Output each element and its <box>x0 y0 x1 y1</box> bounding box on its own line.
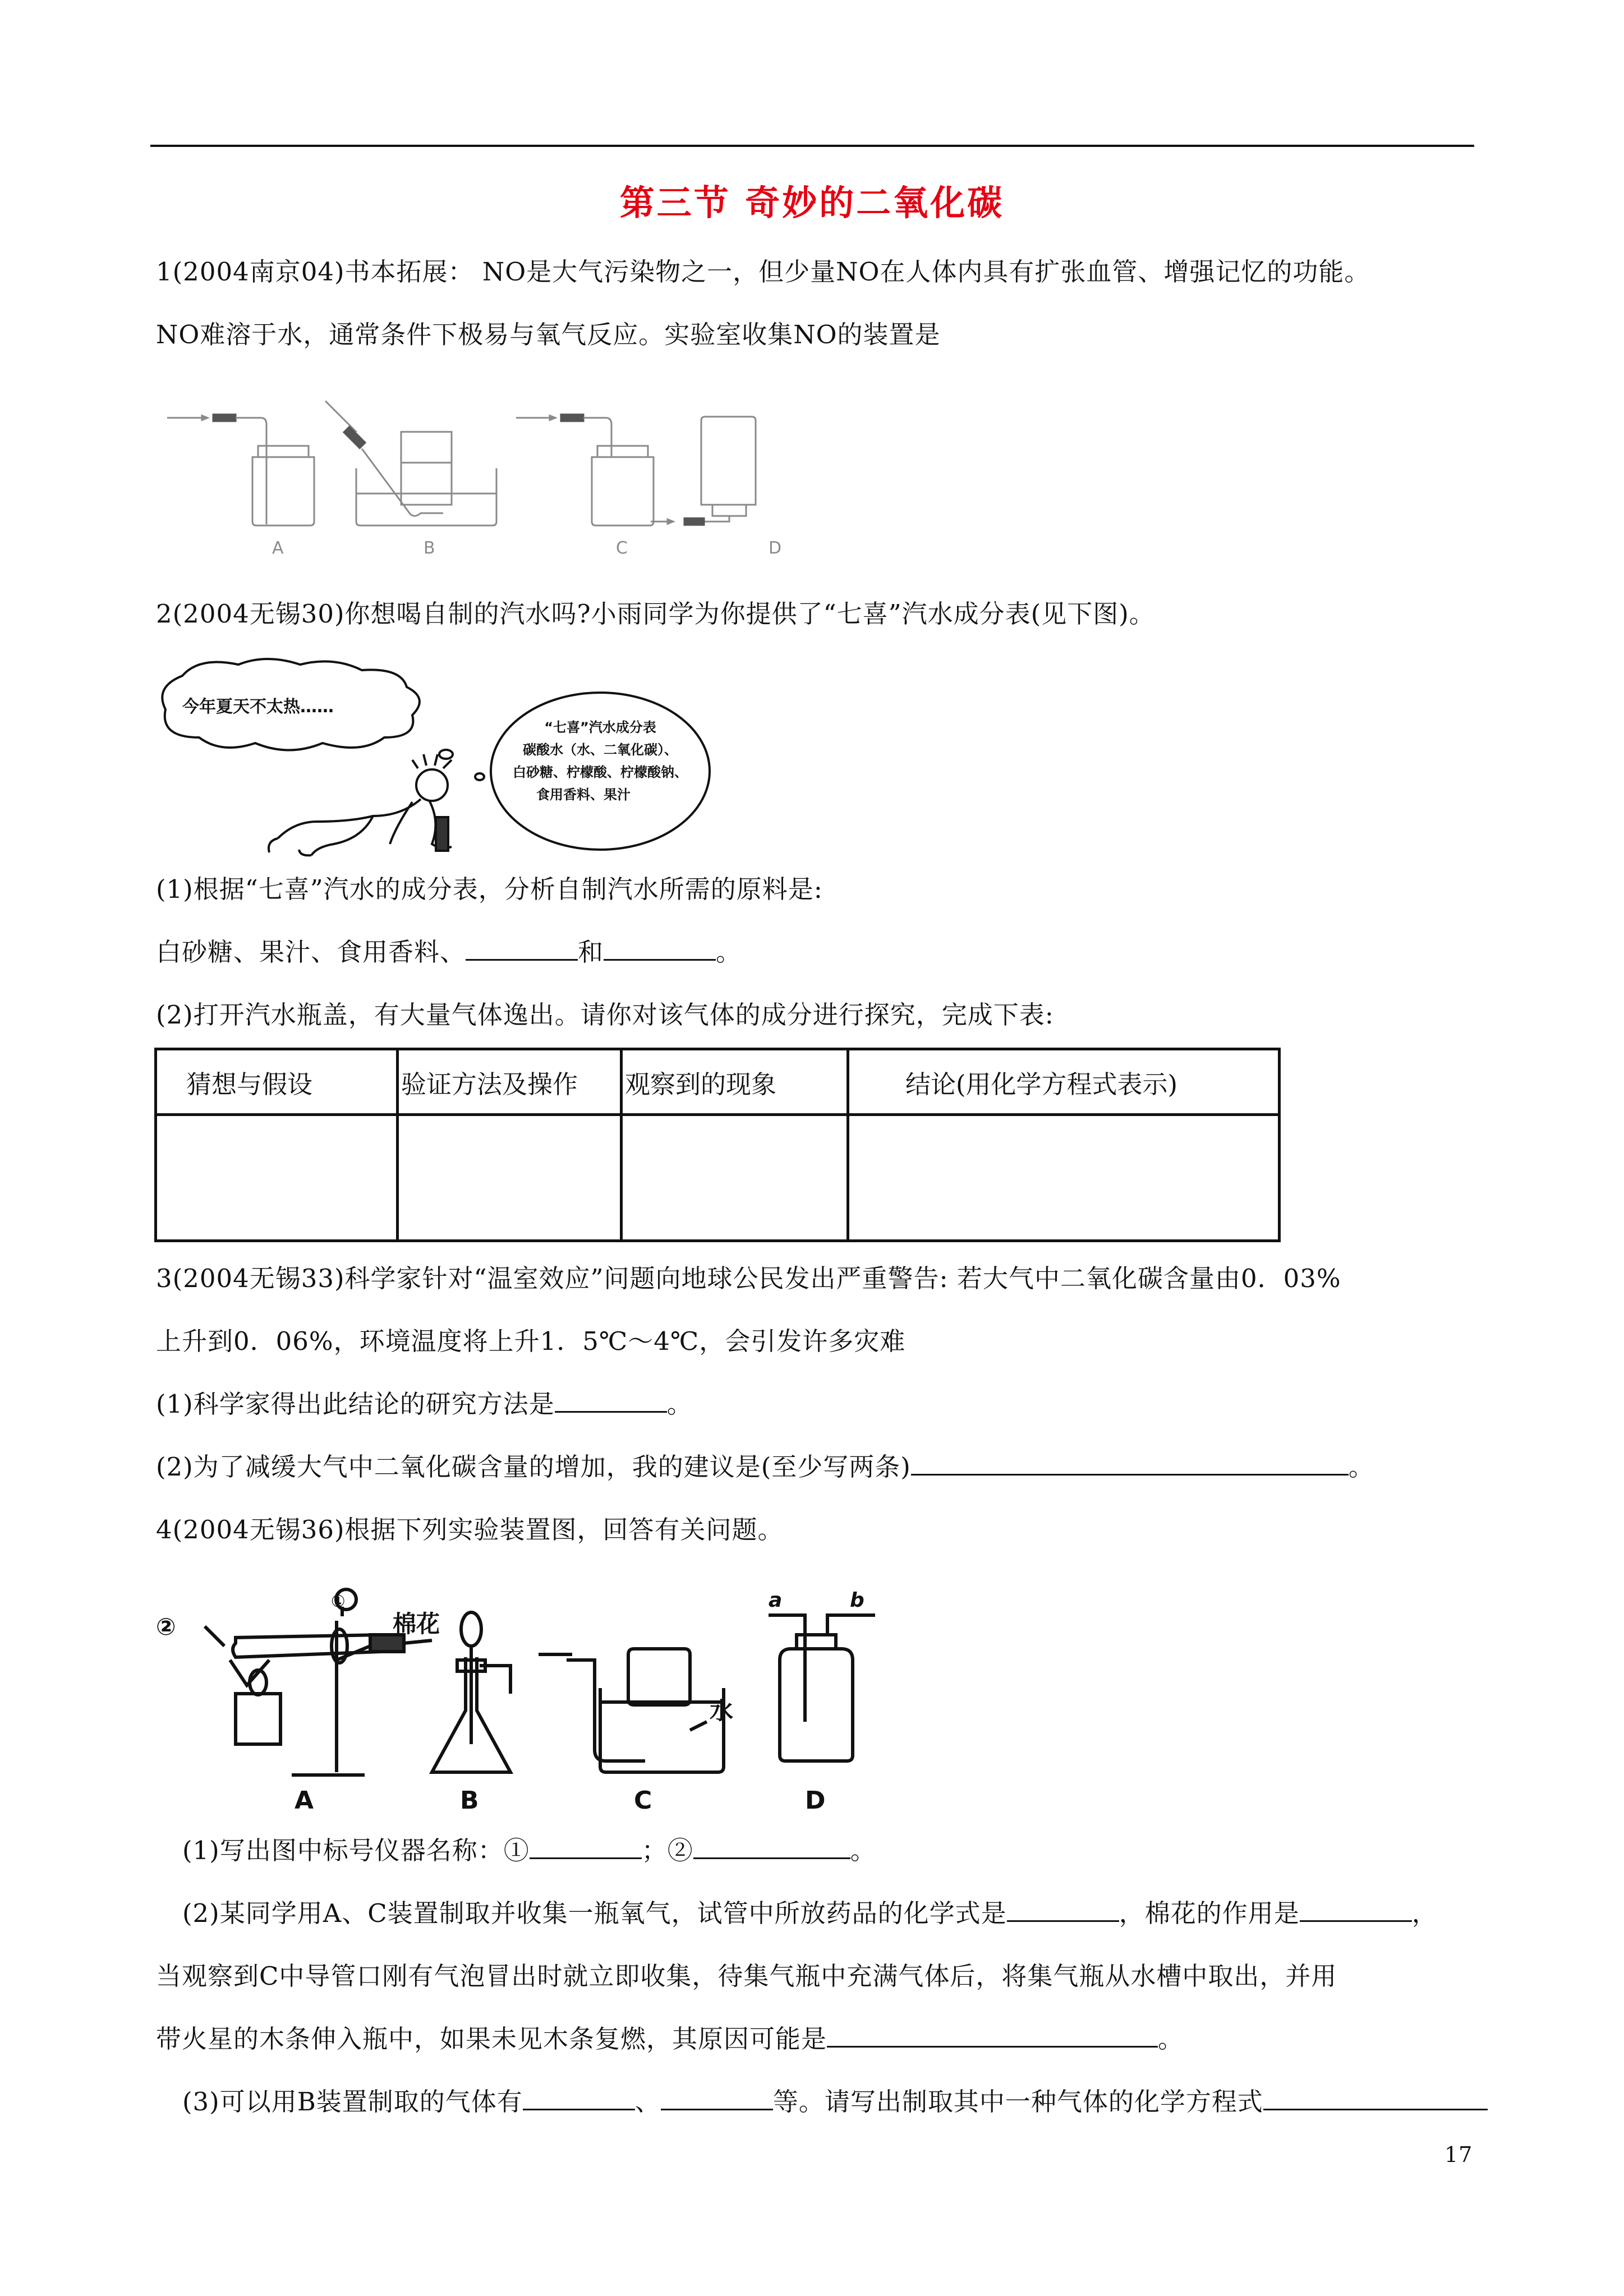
cell-method[interactable] <box>398 1115 622 1241</box>
q4-blank-4[interactable] <box>1300 1897 1412 1922</box>
header-hypothesis: 猜想与假设 <box>156 1049 398 1115</box>
q4-sub3-sep: 、 <box>634 2087 661 2117</box>
q4-blank-2[interactable] <box>693 1834 850 1859</box>
q4-sub2-end1: ， <box>1411 1898 1438 1928</box>
q4-sub1-mid: ；② <box>641 1836 693 1865</box>
q1-label-c: C <box>616 538 628 558</box>
bubble-line-1: “七喜”汽水成分表 <box>544 720 656 735</box>
q2-sub1-end: 。 <box>716 937 742 967</box>
header-rule <box>150 145 1474 147</box>
cartoon-thought-text: 今年夏天不太热…… <box>182 697 334 717</box>
q4-sub1-line <box>182 1834 876 1868</box>
q4-intro: 4(2004无锡36)根据下列实验装置图，回答有关问题。 <box>156 1515 784 1545</box>
q3-sub2-line <box>156 1450 1374 1484</box>
q4-sub2-mid: ，棉花的作用是 <box>1119 1898 1300 1928</box>
q4-mark-water: 水 <box>710 1697 734 1725</box>
header-method: 验证方法及操作 <box>398 1049 622 1115</box>
q4-mark-1: ① <box>331 1592 346 1611</box>
q3-sub2-prefix: (2)为了减缓大气中二氧化碳含量的增加，我的建议是(至少写两条) <box>156 1452 911 1482</box>
q1-apparatus-figure <box>163 395 813 564</box>
q2-blank-1[interactable] <box>466 935 578 961</box>
q4-mark-b: b <box>850 1589 864 1612</box>
q4-blank-7[interactable] <box>661 2085 773 2110</box>
q1-line2: NO难溶于水，通常条件下极易与氧气反应。实验室收集NO的装置是 <box>156 320 941 349</box>
q3-sub1-line <box>156 1387 693 1421</box>
q2-intro: 2(2004无锡30)你想喝自制的汽水吗?小雨同学为你提供了“七喜”汽水成分表(见下图)。 <box>156 599 1155 629</box>
q4-sub1-prefix: (1)写出图中标号仪器名称：① <box>182 1836 530 1865</box>
q1-line1: 1(2004南京04)书本拓展： NO是大气污染物之一，但少量NO在人体内具有扩张血管、增强记忆的功能。 <box>156 257 1370 287</box>
q2-sub2: (2)打开汽水瓶盖，有大量气体逸出。请你对该气体的成分进行探究，完成下表: <box>156 1000 1054 1030</box>
q4-mark-a: a <box>769 1589 783 1612</box>
q4-sub2-line3 <box>156 2022 1184 2056</box>
cell-hypothesis[interactable] <box>156 1115 398 1241</box>
q3-blank-2[interactable] <box>911 1450 1349 1476</box>
q2-inquiry-table <box>154 1048 1281 1242</box>
section-title: 第三节 奇妙的二氧化碳 <box>619 182 1005 223</box>
table-answer-row <box>156 1115 1280 1241</box>
q3-sub1-prefix: (1)科学家得出此结论的研究方法是 <box>156 1389 555 1419</box>
q1-label-a: A <box>272 538 284 558</box>
q4-sub2-line1 <box>182 1897 1438 1930</box>
q4-label-d: D <box>805 1786 826 1815</box>
q2-sub1-prefix: 白砂糖、果汁、食用香料、 <box>156 937 466 967</box>
bubble-line-2: 碳酸水（水、二氧化碳）、 <box>523 742 678 758</box>
q4-blank-3[interactable] <box>1007 1897 1119 1922</box>
q4-sub2-line3-prefix: 带火星的木条伸入瓶中，如果未见木条复燃，其原因可能是 <box>156 2024 827 2054</box>
q4-mark-cotton: 棉花 <box>393 1610 440 1638</box>
q4-label-b: B <box>460 1786 479 1815</box>
q4-sub3-mid: 等。请写出制取其中一种气体的化学方程式 <box>772 2087 1263 2117</box>
bubble-line-3: 白砂糖、柠檬酸、柠檬酸钠、 <box>513 764 688 780</box>
q4-sub1-end: 。 <box>850 1836 876 1865</box>
header-observation: 观察到的现象 <box>622 1049 848 1115</box>
q4-sub2-line2: 当观察到C中导管口刚有气泡冒出时就立即收集，待集气瓶中充满气体后，将集气瓶从水槽中取出，并用 <box>156 1961 1337 1991</box>
page-number: 17 <box>1444 2142 1473 2167</box>
q2-blank-2[interactable] <box>604 935 716 961</box>
q4-sub2-prefix: (2)某同学用A、C装置制取并收集一瓶氧气，试管中所放药品的化学式是 <box>182 1898 1007 1928</box>
q4-blank-1[interactable] <box>530 1834 642 1859</box>
q3-line1: 3(2004无锡33)科学家针对“温室效应”问题向地球公民发出严重警告: 若大气中二氧化碳含量由0．03% <box>156 1264 1341 1293</box>
q2-sub1: (1)根据“七喜”汽水的成分表，分析自制汽水所需的原料是: <box>156 874 823 904</box>
q4-sub2-line3-end: 。 <box>1158 2024 1184 2054</box>
bubble-line-4: 食用香料、果汁 <box>536 787 631 803</box>
q4-blank-8[interactable] <box>1263 2085 1488 2110</box>
q3-line2: 上升到0．06%，环境温度将上升1．5℃～4℃，会引发许多灾难 <box>156 1326 906 1356</box>
q2-cartoon-figure <box>149 653 715 861</box>
q4-sub3-line <box>182 2085 1488 2119</box>
q3-blank-1[interactable] <box>555 1387 667 1413</box>
q4-blank-6[interactable] <box>523 2085 635 2110</box>
q4-apparatus-figure <box>151 1582 881 1823</box>
q3-sub1-end: 。 <box>666 1389 693 1419</box>
q1-label-d: D <box>769 538 782 558</box>
q4-label-c: C <box>634 1786 652 1815</box>
cell-conclusion[interactable] <box>848 1115 1280 1241</box>
q4-blank-5[interactable] <box>827 2022 1158 2048</box>
q4-sub3-prefix: (3)可以用B装置制取的气体有 <box>182 2087 523 2117</box>
header-conclusion: 结论(用化学方程式表示) <box>848 1049 1280 1115</box>
q4-mark-2: ② <box>156 1613 176 1640</box>
q2-sub1-answer-line <box>156 935 742 969</box>
q4-label-a: A <box>295 1786 314 1815</box>
q1-label-b: B <box>424 538 435 558</box>
table-header-row <box>156 1049 1280 1115</box>
q2-sub1-and: 和 <box>578 937 604 967</box>
cell-observation[interactable] <box>622 1115 848 1241</box>
q3-sub2-end: 。 <box>1348 1452 1374 1482</box>
